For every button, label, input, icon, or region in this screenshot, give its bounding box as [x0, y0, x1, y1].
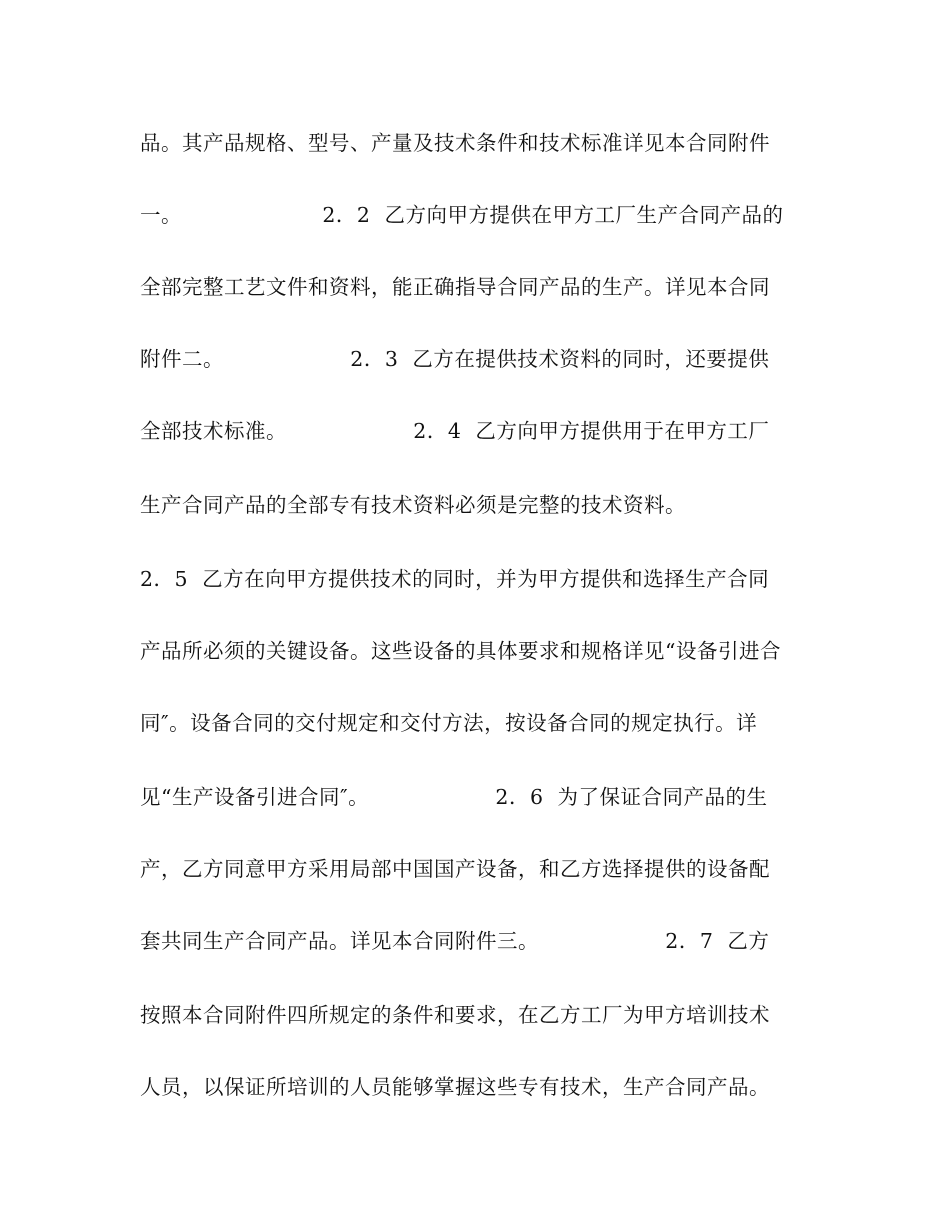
text-line: 产，乙方同意甲方采用局部中国国产设备，和乙方选择提供的设备配: [140, 857, 770, 881]
text-line: 产品所必须的关键设备。这些设备的具体要求和规格详见“设备引进合: [140, 639, 781, 663]
text-line: 同″。设备合同的交付规定和交付方法，按设备合同的规定执行。详: [140, 711, 758, 735]
text-line: 按照本合同附件四所规定的条件和要求，在乙方工厂为甲方培训技术: [140, 1003, 770, 1027]
text-line: 见“生产设备引进合同″。 2．6 为了保证合同产品的生: [140, 785, 768, 809]
text-line: 生产合同产品的全部专有技术资料必须是完整的技术资料。: [140, 493, 686, 517]
text-line: 一。 2．2 乙方向甲方提供在甲方工厂生产合同产品的: [140, 203, 784, 227]
text-line: 人员，以保证所培训的人员能够掌握这些专有技术，生产合同产品。: [140, 1075, 770, 1099]
text-line: 附件二。 2．3 乙方在提供技术资料的同时，还要提供: [140, 347, 770, 371]
text-line: 2．5 乙方在向甲方提供技术的同时，并为甲方提供和选择生产合同: [140, 567, 770, 591]
text-line: 全部完整工艺文件和资料，能正确指导合同产品的生产。详见本合同: [140, 275, 770, 299]
text-line: 品。其产品规格、型号、产量及技术条件和技术标准详见本合同附件: [140, 131, 770, 155]
text-line: 套共同生产合同产品。详见本合同附件三。 2．7 乙方: [140, 929, 770, 953]
text-line: 全部技术标准。 2．4 乙方向甲方提供用于在甲方工厂: [140, 419, 770, 443]
